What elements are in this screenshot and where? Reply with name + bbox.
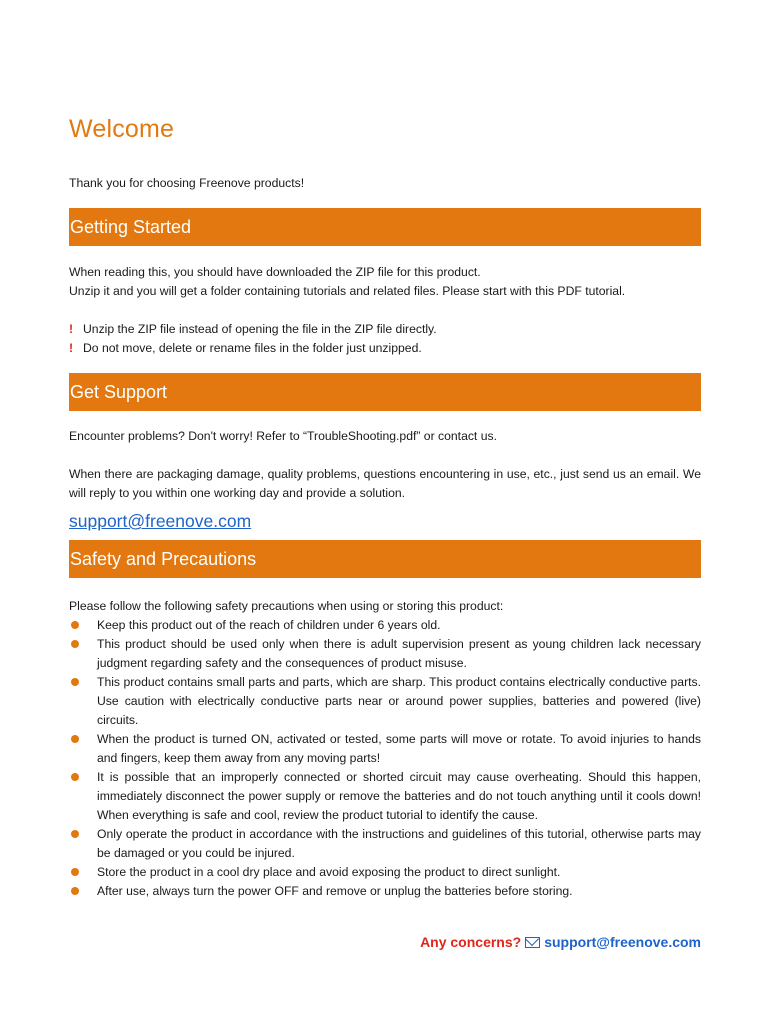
footer-contact — [420, 934, 701, 950]
bullet-icon — [71, 887, 79, 895]
footer-concerns-text: Any concerns? — [420, 934, 522, 950]
list-item-text: Keep this product out of the reach of children under 6 years old. — [97, 618, 441, 632]
bullet-icon — [71, 830, 79, 838]
list-item-text: This product should be used only when there is adult supervision present as young children lack necessary judgment regarding safety and the consequences of product misuse. — [97, 637, 701, 670]
list-item-text: This product contains small parts and parts, which are sharp. This product contains electrically conductive parts. Use caution with electrically conductive parts near or around power supplies, batteries and powered (live) circuits. — [97, 675, 701, 727]
warning-item — [69, 320, 701, 339]
warning-text: Do not move, delete or rename files in the folder just unzipped. — [83, 341, 422, 355]
list-item — [69, 863, 701, 882]
mail-icon — [525, 937, 540, 948]
list-item — [69, 673, 701, 730]
warning-item — [69, 339, 701, 358]
section-heading-safety: Safety and Precautions — [69, 540, 701, 578]
warning-text: Unzip the ZIP file instead of opening the file in the ZIP file directly. — [83, 322, 437, 336]
footer-email-link[interactable]: support@freenove.com — [544, 934, 701, 950]
getting-started-line-1: When reading this, you should have downloaded the ZIP file for this product. — [69, 265, 481, 279]
getting-started-line-2: Unzip it and you will get a folder containing tutorials and related files. Please start with this PDF tutorial. — [69, 284, 626, 298]
bullet-icon — [71, 640, 79, 648]
warning-mark-icon: ! — [69, 322, 74, 336]
list-item-text: It is possible that an improperly connected or shorted circuit may cause overheating. Should this happen, immediately disconnect the power supply or remove the batteries and do not touch anything until it cools down! When everything is safe and cool, review the product tutorial to identify the cause. — [97, 770, 701, 822]
list-item — [69, 768, 701, 825]
list-item-text: When the product is turned ON, activated or tested, some parts will move or rotate. To avoid injuries to hands and fingers, keep them away from any moving parts! — [97, 732, 701, 765]
bullet-icon — [71, 868, 79, 876]
bullet-icon — [71, 735, 79, 743]
list-item-text: After use, always turn the power OFF and remove or unplug the batteries before storing. — [97, 884, 573, 898]
bullet-icon — [71, 678, 79, 686]
bullet-icon — [71, 773, 79, 781]
welcome-intro: Thank you for choosing Freenove products! — [69, 176, 305, 190]
bullet-icon — [71, 621, 79, 629]
support-line-1: Encounter problems? Don't worry! Refer to “TroubleShooting.pdf” or contact us. — [69, 429, 497, 443]
list-item-text: Store the product in a cool dry place and avoid exposing the product to direct sunlight. — [97, 865, 561, 879]
list-item — [69, 882, 701, 901]
section-heading-get-support: Get Support — [69, 373, 701, 411]
section-heading-getting-started: Getting Started — [69, 208, 701, 246]
list-item — [69, 825, 701, 863]
list-item — [69, 730, 701, 768]
warning-mark-icon: ! — [69, 341, 74, 355]
list-item — [69, 616, 701, 635]
list-item — [69, 635, 701, 673]
safety-intro: Please follow the following safety precautions when using or storing this product: — [69, 599, 504, 613]
warning-list — [69, 320, 701, 358]
safety-list — [69, 597, 701, 901]
page-title: Welcome — [69, 115, 175, 143]
list-item-text: Only operate the product in accordance with the instructions and guidelines of this tutorial, otherwise parts may be damaged or you could be injured. — [97, 827, 701, 860]
support-line-2: When there are packaging damage, quality problems, questions encountering in use, etc., just send us an email. We will reply to you within one working day and provide a solution. — [69, 467, 701, 500]
support-email-link[interactable]: support@freenove.com — [69, 511, 252, 531]
